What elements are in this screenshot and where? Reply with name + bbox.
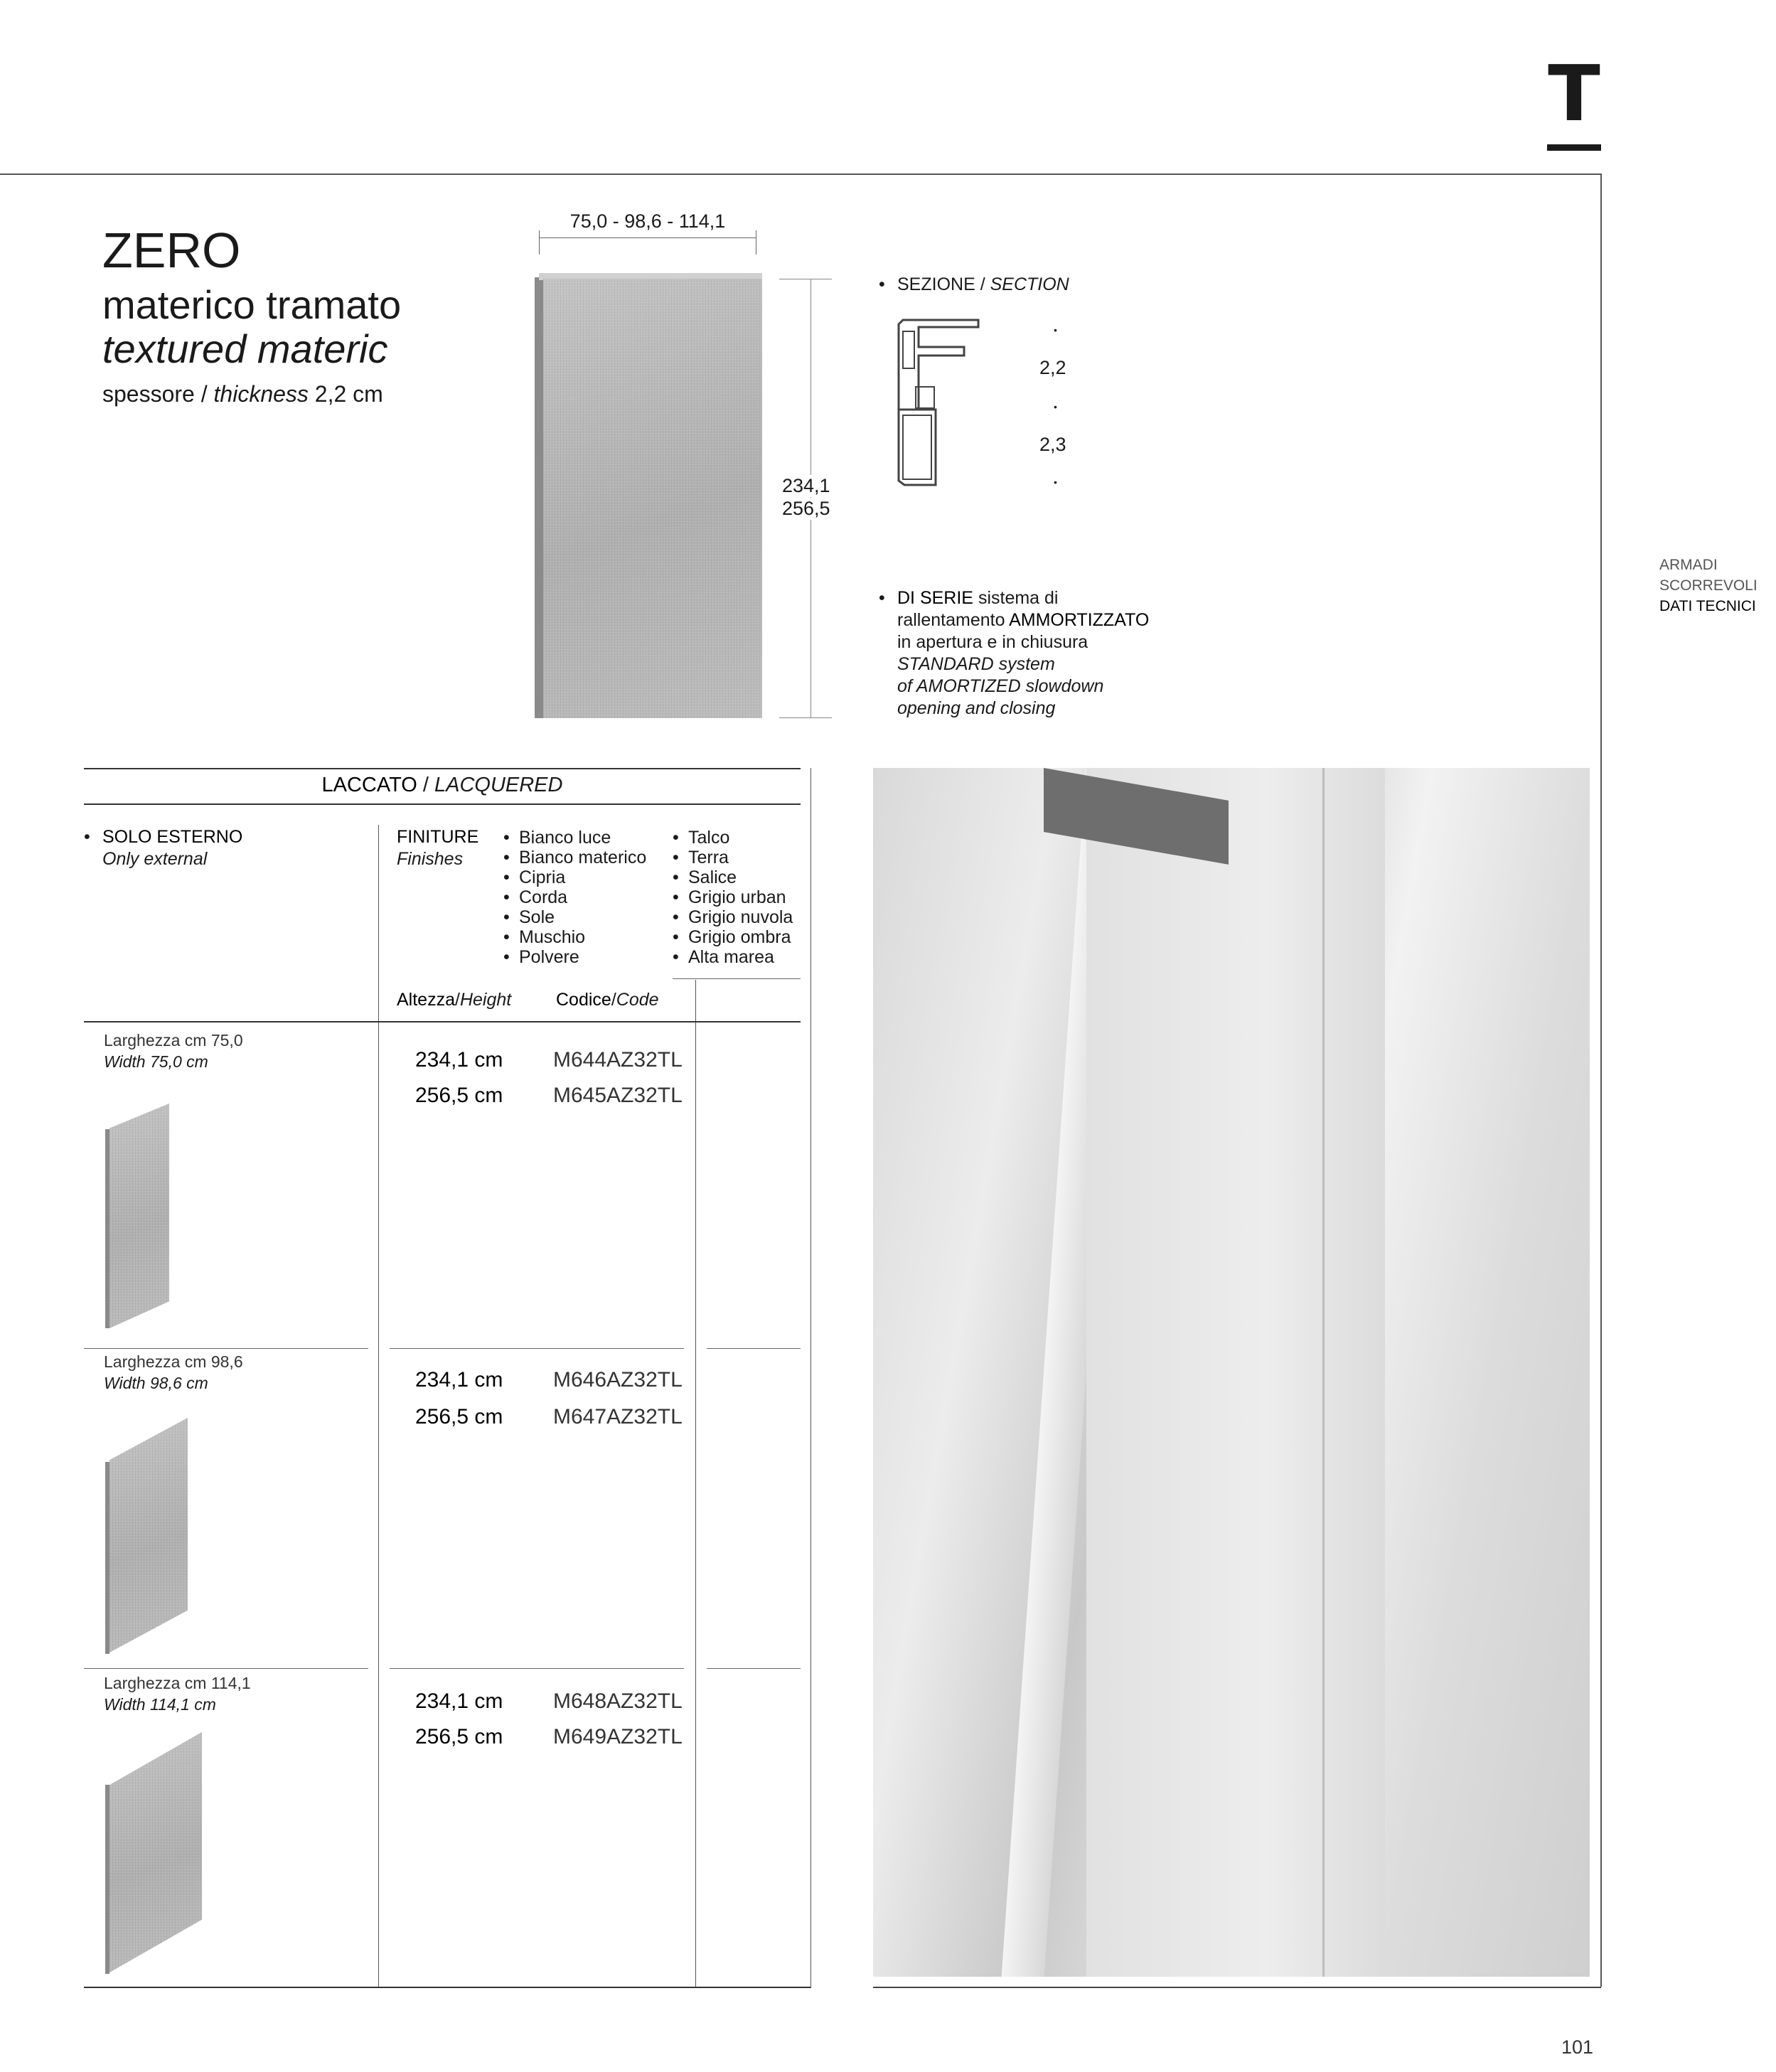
finish-item: • Cipria bbox=[503, 867, 646, 887]
row-width-label: Larghezza cm 75,0 Width 75,0 cm bbox=[104, 1031, 243, 1071]
logo-underline bbox=[1547, 144, 1601, 151]
product-photo bbox=[873, 768, 1590, 1977]
finish-item: • Terra bbox=[673, 848, 793, 867]
photo-bottom-rule bbox=[873, 1987, 1601, 1988]
table-row: 256,5 cm bbox=[415, 1725, 503, 1748]
finish-item: • Polvere bbox=[503, 947, 646, 967]
finish-item: • Grigio urban bbox=[673, 887, 793, 907]
height-dim-1: 234,1 bbox=[782, 475, 830, 496]
table-row: 234,1 cm bbox=[415, 1048, 503, 1072]
top-rule bbox=[0, 173, 1601, 175]
finishes-label: FINITURE Finishes bbox=[397, 827, 479, 869]
finish-item: • Sole bbox=[503, 907, 646, 927]
row-rule bbox=[390, 1668, 684, 1669]
row-door-thumb bbox=[105, 1104, 169, 1330]
table-row: 234,1 cm bbox=[415, 1368, 503, 1392]
header-rule bbox=[84, 1021, 801, 1022]
product-title: ZERO bbox=[102, 223, 241, 278]
section-dim-2: 2,3 bbox=[1039, 434, 1066, 455]
finish-item: • Corda bbox=[503, 887, 646, 907]
table-row-code: M646AZ32TL bbox=[553, 1368, 683, 1392]
table-row: 234,1 cm bbox=[415, 1689, 503, 1713]
height-dim-2: 256,5 bbox=[782, 498, 830, 519]
width-dimension: 75,0 - 98,6 - 114,1 bbox=[569, 210, 726, 232]
finish-item: • Grigio nuvola bbox=[673, 907, 793, 927]
type-label: • SOLO ESTERNO Only external bbox=[102, 826, 242, 870]
page-number: 101 bbox=[1561, 2036, 1594, 2058]
table-title-rule bbox=[84, 803, 801, 805]
height-column-header: Altezza/Height bbox=[397, 990, 512, 1010]
table-top-rule bbox=[84, 768, 801, 769]
table-row-code: M649AZ32TL bbox=[553, 1725, 683, 1748]
row-width-label: Larghezza cm 114,1 Width 114,1 cm bbox=[104, 1674, 251, 1714]
finishes-rule bbox=[673, 978, 801, 979]
row-rule bbox=[707, 1668, 801, 1669]
table-row: 256,5 cm bbox=[415, 1405, 503, 1428]
section-dot-3: • bbox=[1054, 476, 1057, 488]
height-tick-bottom bbox=[779, 717, 832, 718]
finishes-list-2 bbox=[673, 828, 793, 967]
finish-item: • Talco bbox=[673, 828, 793, 848]
row-rule bbox=[390, 1348, 684, 1349]
thickness-label: spessore / thickness 2,2 cm bbox=[102, 381, 383, 407]
finish-item: • Alta marea bbox=[673, 947, 793, 967]
row-width-label: Larghezza cm 98,6 Width 98,6 cm bbox=[104, 1352, 243, 1392]
side-nav bbox=[1659, 555, 1758, 616]
table-row-code: M644AZ32TL bbox=[553, 1048, 683, 1072]
table-row-code: M645AZ32TL bbox=[553, 1084, 683, 1107]
width-dimension-line bbox=[539, 237, 756, 238]
row-rule bbox=[707, 1348, 801, 1349]
finishes-list-1 bbox=[503, 828, 646, 967]
product-subtitle-it: materico tramato bbox=[102, 282, 402, 327]
side-nav-scorrevoli[interactable]: SCORREVOLI bbox=[1659, 577, 1758, 594]
brand-logo bbox=[1547, 50, 1601, 151]
row-rule bbox=[84, 1348, 368, 1349]
side-nav-dati-tecnici[interactable]: DATI TECNICI bbox=[1659, 598, 1756, 614]
code-column-header: Codice/Code bbox=[556, 990, 659, 1010]
section-dot-2: • bbox=[1054, 401, 1057, 412]
photo-door-panel bbox=[1086, 768, 1385, 1977]
table-title: LACCATO / LACQUERED bbox=[321, 774, 563, 796]
logo-letter: T bbox=[1548, 50, 1600, 139]
side-nav-armadi[interactable]: ARMADI bbox=[1659, 557, 1718, 573]
finish-item: • Grigio ombra bbox=[673, 927, 793, 947]
standard-feature: • DI SERIE sistema di rallentamento AMMORTIZZATO in apertura e in chiusura STANDARD system of AMORTIZED slowdown opening and closing bbox=[897, 587, 1149, 720]
table-col-divider-1 bbox=[378, 825, 379, 1988]
right-rule bbox=[1600, 173, 1602, 1987]
table-row: 256,5 cm bbox=[415, 1084, 503, 1107]
row-door-thumb bbox=[105, 1732, 202, 1974]
section-label: • SEZIONE / SECTION bbox=[897, 274, 1069, 295]
section-profile-icon bbox=[896, 319, 981, 489]
finish-item: • Bianco luce bbox=[503, 828, 646, 848]
photo-door-gap bbox=[1322, 768, 1325, 1977]
table-bottom-rule bbox=[84, 1987, 811, 1988]
door-illustration bbox=[543, 279, 762, 718]
finish-item: • Salice bbox=[673, 867, 793, 887]
row-door-thumb bbox=[105, 1418, 188, 1655]
table-row-code: M647AZ32TL bbox=[553, 1405, 683, 1428]
row-rule bbox=[84, 1668, 368, 1669]
finish-item: • Bianco materico bbox=[503, 848, 646, 867]
dim-tick-left bbox=[539, 230, 540, 255]
table-col-divider-2 bbox=[695, 980, 696, 1988]
finish-item: • Muschio bbox=[503, 927, 646, 947]
table-row-code: M648AZ32TL bbox=[553, 1689, 683, 1713]
section-dot-1: • bbox=[1054, 324, 1057, 336]
product-subtitle-en: textured materic bbox=[102, 326, 388, 371]
section-dim-1: 2,2 bbox=[1039, 357, 1066, 378]
